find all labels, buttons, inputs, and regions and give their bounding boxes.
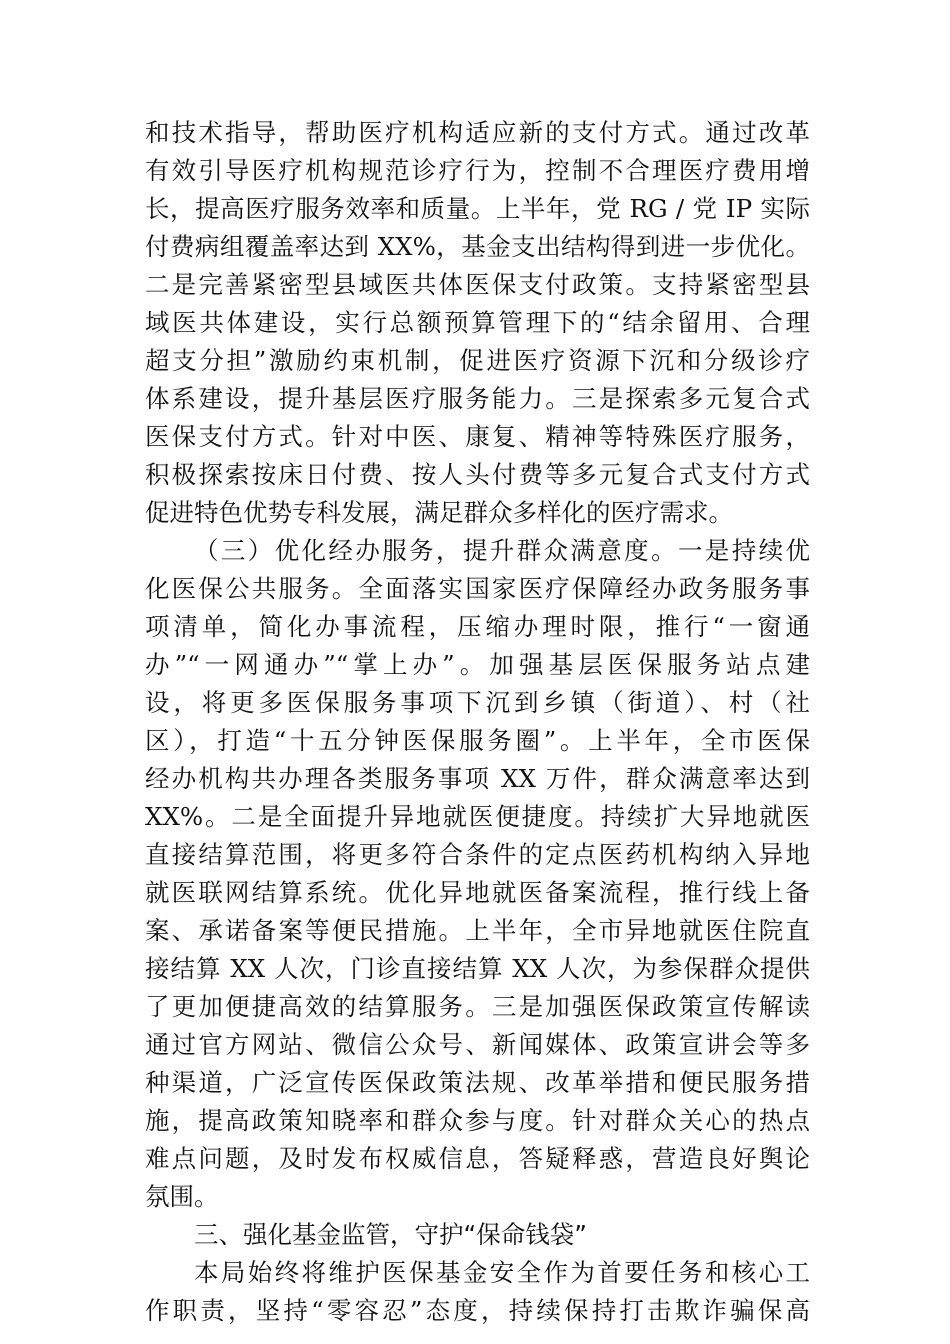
body-line: 域医共体建设，实行总额预算管理下的“结余留用、合理 [145, 308, 810, 337]
body-line: 二是完善紧密型县域医共体医保支付政策。支持紧密型县 [145, 270, 810, 299]
body-line: 通过官方网站、微信公众号、新闻媒体、政策宣讲会等多 [145, 1030, 810, 1059]
body-line: 医保支付方式。针对中医、康复、精神等特殊医疗服务， [145, 422, 810, 451]
body-line: 接结算 XX 人次，门诊直接结算 XX 人次，为参保群众提供 [145, 954, 810, 983]
body-line: 难点问题，及时发布权威信息，答疑释惑，营造良好舆论 [145, 1144, 810, 1173]
section-heading: 三、强化基金监管，守护“保命钱袋” [194, 1220, 587, 1249]
body-line: 氛围。 [145, 1182, 219, 1211]
body-line: 促进特色优势专科发展，满足群众多样化的医疗需求。 [145, 498, 733, 527]
section-lead-line [194, 532, 810, 570]
body-line: 长，提高医疗服务效率和质量。上半年，党 RG / 党 IP 实际 [145, 194, 810, 223]
section-lead-text: 一是持续优 [677, 536, 810, 565]
body-line: 直接结算范围，将更多符合条件的定点医药机构纳入异地 [145, 840, 810, 869]
body-line: 了更加便捷高效的结算服务。三是加强医保政策宣传解读 [145, 992, 810, 1021]
body-line: 种渠道，广泛宣传医保政策法规、改革举措和便民服务措 [145, 1068, 810, 1097]
body-line: 经办机构共办理各类服务事项 XX 万件，群众满意率达到 [145, 764, 810, 793]
body-line: 体系建设，提升基层医疗服务能力。三是探索多元复合式 [145, 384, 810, 413]
body-line: 作职责，坚持“零容忍”态度，持续保持打击欺诈骗保高 [145, 1296, 810, 1325]
body-line: 施，提高政策知晓率和群众参与度。针对群众关心的热点 [145, 1106, 810, 1135]
body-line: 区），打造“十五分钟医保服务圈”。上半年，全市医保 [145, 726, 810, 755]
body-line: 超支分担”激励约束机制，促进医疗资源下沉和分级诊疗 [145, 346, 810, 375]
body-line: 设，将更多医保服务事项下沉到乡镇（街道）、村（社 [145, 688, 810, 717]
body-line: XX%。二是全面提升异地就医便捷度。持续扩大异地就医 [145, 802, 810, 831]
body-line: 付费病组覆盖率达到 XX%，基金支出结构得到进一步优化。 [145, 232, 810, 261]
body-line: 化医保公共服务。全面落实国家医疗保障经办政务服务事 [145, 574, 810, 603]
body-line: 办”“一网通办”“掌上办”。加强基层医保服务站点建 [145, 650, 810, 679]
body-line: 案、承诺备案等便民措施。上半年，全市异地就医住院直 [145, 916, 810, 945]
section-subheading: （三）优化经办服务，提升群众满意度。 [194, 536, 678, 565]
body-line: 项清单，简化办事流程，压缩办理时限，推行“一窗通 [145, 612, 810, 641]
body-line: 有效引导医疗机构规范诊疗行为，控制不合理医疗费用增 [145, 156, 810, 185]
body-line: 本局始终将维护医保基金安全作为首要任务和核心工 [194, 1258, 810, 1287]
body-line: 积极探索按床日付费、按人头付费等多元复合式支付方式 [145, 460, 810, 489]
body-line: 和技术指导，帮助医疗机构适应新的支付方式。通过改革 [145, 118, 810, 147]
body-line: 就医联网结算系统。优化异地就医备案流程，推行线上备 [145, 878, 810, 907]
